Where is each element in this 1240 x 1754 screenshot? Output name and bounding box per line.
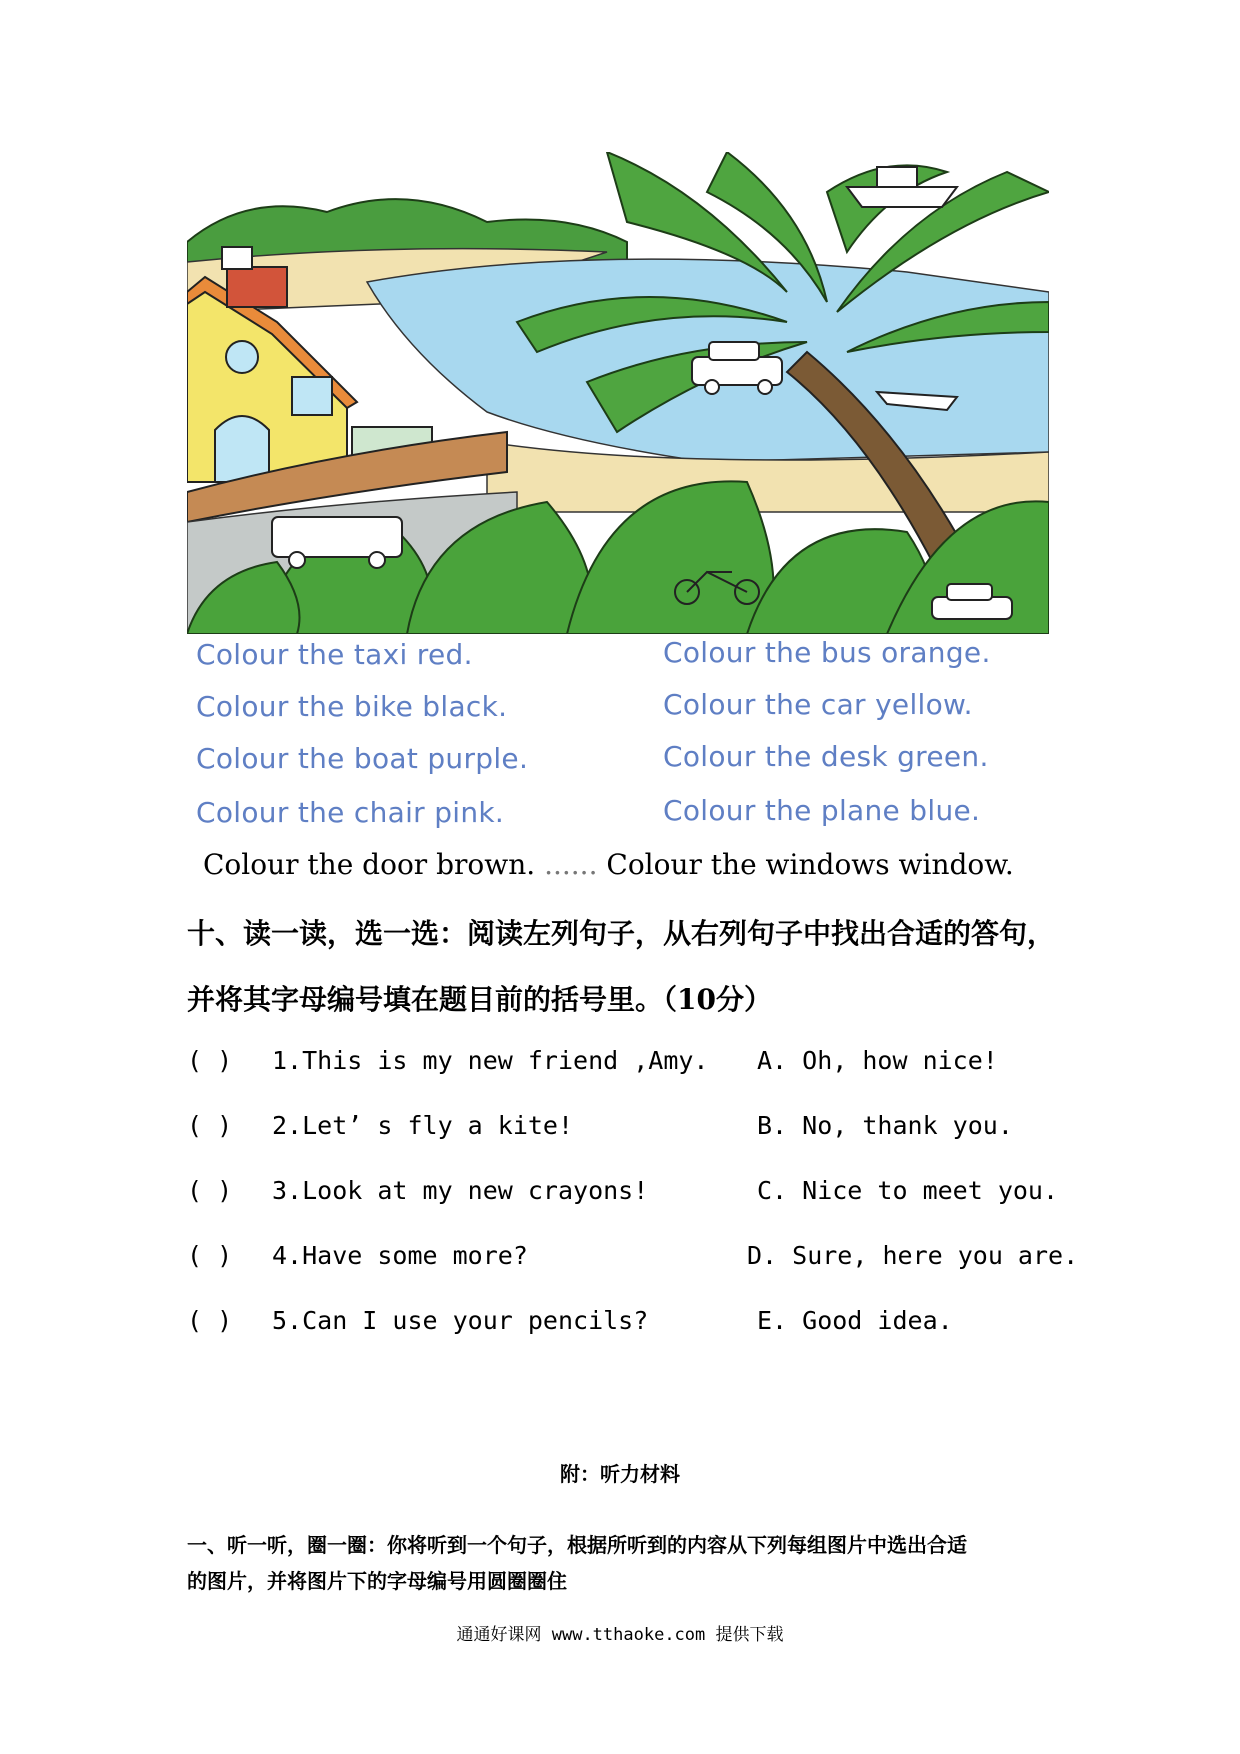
answer-option: A. Oh, how nice! [757, 1046, 998, 1075]
colour-sentence-left-2: Colour the bike black. [196, 690, 508, 723]
question-row-4 [187, 1241, 1079, 1281]
question-stem: 2.Let’ s fly a kite! [272, 1111, 574, 1140]
colour-sentence-right-4: Colour the plane blue. [663, 794, 981, 827]
listening-instruction-line-2: 的图片，并将图片下的字母编号用圆圈圈住 [187, 1569, 567, 1593]
beach-scene-drawing [187, 152, 1049, 634]
answer-option: E. Good idea. [757, 1306, 953, 1335]
door-window-line [203, 848, 1063, 881]
answer-blank[interactable]: ( ) [187, 1176, 233, 1205]
listening-instruction-line-1: 一、听一听，圈一圈：你将听到一个句子，根据所听到的内容从下列每组图片中选出合适 [187, 1533, 967, 1557]
colour-sentence-right-2: Colour the car yellow. [663, 688, 973, 721]
question-stem: 1.This is my new friend ,Amy. [272, 1046, 709, 1075]
appendix-title: 附：听力材料 [560, 1462, 680, 1486]
answer-blank[interactable]: ( ) [187, 1111, 233, 1140]
colour-sentence-right-3: Colour the desk green. [663, 740, 989, 773]
answer-option: C. Nice to meet you. [757, 1176, 1059, 1205]
answer-blank[interactable]: ( ) [187, 1046, 233, 1075]
door-sentence: Colour the door brown. [203, 848, 536, 881]
question-stem: 4.Have some more? [272, 1241, 528, 1270]
question-row-1 [187, 1046, 1057, 1086]
colour-sentence-left-1: Colour the taxi red. [196, 638, 473, 671]
colour-sentences-panel [187, 634, 1049, 830]
question-row-3 [187, 1176, 1057, 1216]
colour-sentence-left-4: Colour the chair pink. [196, 796, 505, 829]
answer-option: D. Sure, here you are. [747, 1241, 1079, 1270]
answer-option: B. No, thank you. [757, 1111, 1013, 1140]
question-row-2 [187, 1111, 1057, 1151]
section-10-instruction-line-1: 十、读一读，选一选：阅读左列句子，从右列句子中找出合适的答句， [187, 917, 1056, 950]
coloring-illustration [187, 152, 1049, 634]
window-sentence: Colour the windows window. [606, 848, 1014, 881]
answer-blank[interactable]: ( ) [187, 1241, 233, 1270]
page-footer: 通通好课网 www.tthaoke.com 提供下载 [456, 1625, 784, 1645]
leader-dots: ...... [544, 848, 598, 881]
section-10-instruction-line-2: 并将其字母编号填在题目前的括号里。（10分） [187, 983, 772, 1016]
question-row-5 [187, 1306, 1057, 1346]
answer-blank[interactable]: ( ) [187, 1306, 233, 1335]
question-stem: 5.Can I use your pencils? [272, 1306, 649, 1335]
colour-sentence-left-3: Colour the boat purple. [196, 742, 529, 775]
colour-sentence-right-1: Colour the bus orange. [663, 636, 991, 669]
question-stem: 3.Look at my new crayons! [272, 1176, 649, 1205]
